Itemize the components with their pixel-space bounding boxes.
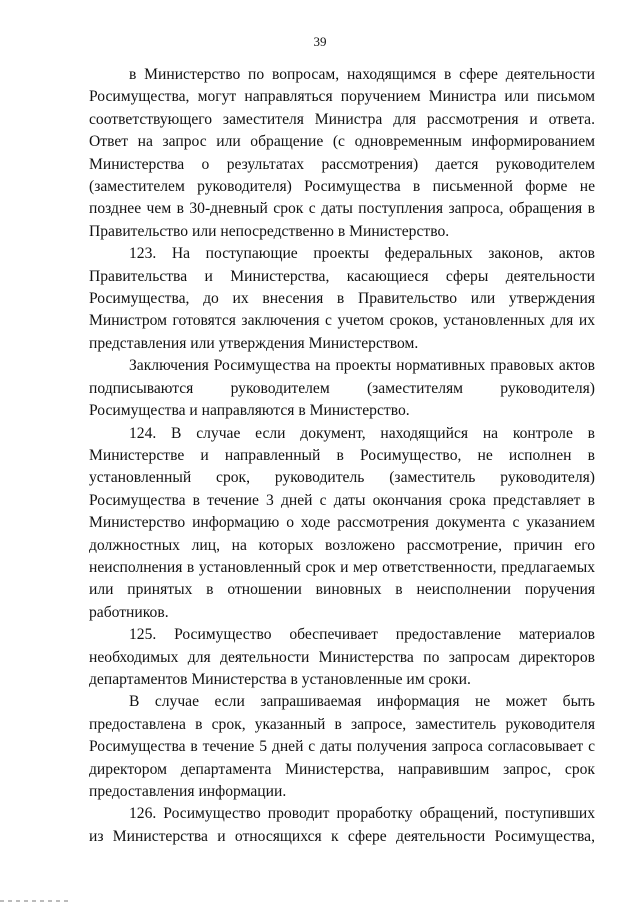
paragraph-conclusions: Заключения Росимущества на проекты нормативных правовых актов подписываются руководителем (заместителям руководителя) Росимущества и направляются в Министерство. [89, 357, 595, 420]
paragraph-continuation: в Министерство по вопросам, находящимся в сфере деятельности Росимущества, могут направляться поручением Министра или письмом соответствующего заместителя Министра для рассмотрения и ответа. Ответ на запрос или обращение (с одновременным информированием Министерства о результатах рассмотрения) дается руководителем (заместителем руководителя) Росимущества в письменной форме не позднее чем в 30-дневный срок с даты поступления запроса, обращения в Правительство или непосредственно в Министерство. [89, 66, 595, 240]
paragraph-124: 124. В случае если документ, находящийся на контроле в Министерстве и направленный в Росимущество, не исполнен в установленный срок, руководитель (заместитель руководителя) Росимущества в течение 3 дней с даты окончания срока представляет в Министерство информацию о ходе рассмотрения документа с указанием должностных лиц, на которых возложено рассмотрение, причин его неисполнения в установленный срок и мер ответственности, предлагаемых или принятых в отношении виновных в неисполнении поручения работников. [89, 424, 595, 621]
document-body [89, 64, 595, 848]
scan-artifact [0, 900, 70, 902]
page-number: 39 [313, 34, 327, 49]
paragraph-123: 123. На поступающие проекты федеральных законов, актов Правительства и Министерства, касающиеся сферы деятельности Росимущества, до их внесения в Правительство или утверждения Министром готовятся заключения с учетом сроков, установленных для их представления или утверждения Министерством. [89, 245, 595, 352]
paragraph-125: 125. Росимущество обеспечивает предоставление материалов необходимых для деятельности Министерства по запросам директоров департаментов Министерства в установленные им сроки. [89, 626, 595, 688]
paragraph-126: 126. Росимущество проводит проработку обращений, поступивших из Министерства и относящихся к сфере деятельности Росимущества, [89, 805, 595, 845]
paragraph-info-delay: В случае если запрашиваемая информация не может быть предоставлена в срок, указанный в запросе, заместитель руководителя Росимущества в течение 5 дней с даты получения запроса согласовывает с директором департамента Министерства, направившим запрос, срок предоставления информации. [89, 693, 595, 800]
